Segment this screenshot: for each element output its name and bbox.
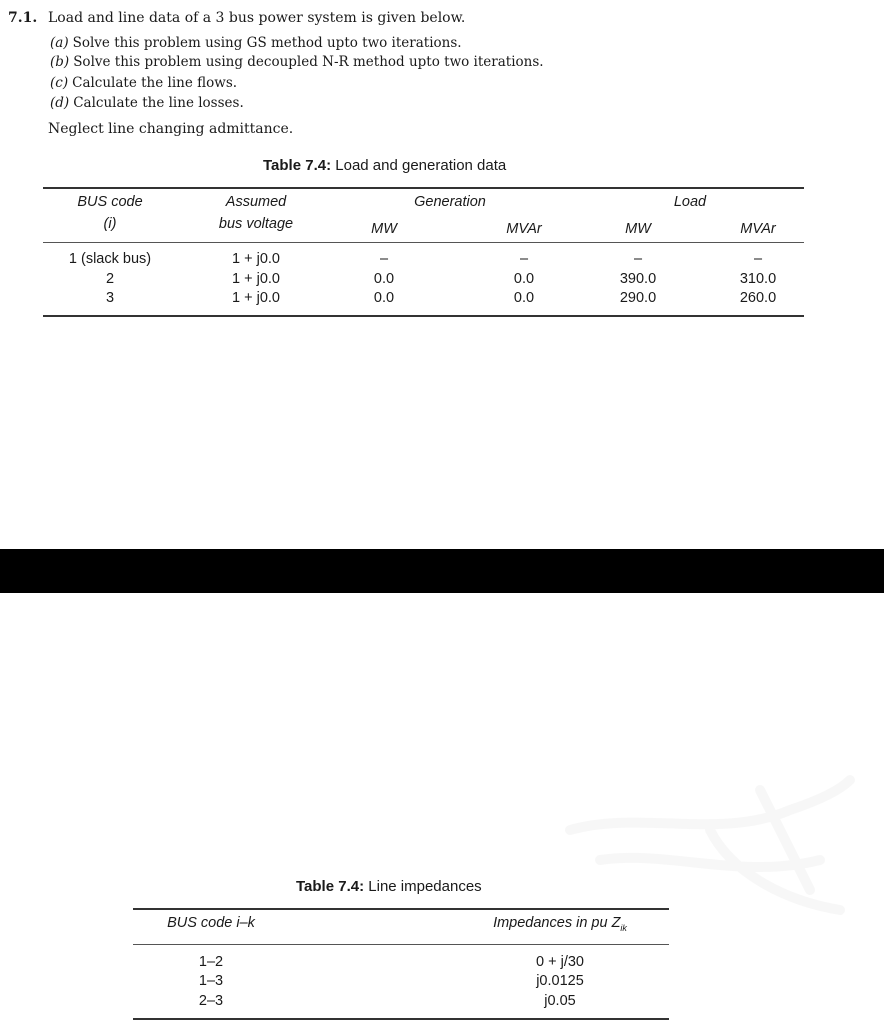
table2-bottom-rule [133, 1018, 669, 1020]
t2-row2-bus: 1–3 [198, 973, 224, 989]
t1-header-load-mw: MW [625, 221, 651, 237]
problem-note: Neglect line changing admittance. [48, 121, 294, 137]
t1-row3-bus: 3 [105, 290, 115, 306]
part-d [50, 95, 244, 111]
t1-header-assumed: Assumed [225, 194, 287, 210]
table2-caption-number: Table 7.4: [296, 878, 365, 895]
t1-row3-gen-mw: 0.0 [373, 290, 395, 306]
t1-row1-load-mw: – [633, 251, 643, 267]
t1-row2-voltage: 1 + j0.0 [232, 271, 280, 287]
t1-header-load: Load [673, 194, 707, 210]
part-a-label: (a) [50, 35, 69, 51]
part-a [50, 35, 462, 51]
t1-header-gen-mw: MW [371, 221, 397, 237]
table1-bottom-rule [43, 315, 804, 317]
table2-top-rule [133, 908, 669, 910]
t1-row1-bus: 1 (slack bus) [68, 251, 152, 267]
table1-header-rule [43, 242, 804, 243]
t1-header-generation: Generation [414, 194, 486, 210]
table2-header-rule [133, 944, 669, 945]
t1-row1-load-mvar: – [753, 251, 763, 267]
t1-row2-gen-mw: 0.0 [373, 271, 395, 287]
t2-header-bus-code: BUS code i–k [167, 915, 255, 931]
part-c [50, 75, 237, 91]
table1-top-rule [43, 187, 804, 189]
t2-header-impedance-text: Impedances in pu Z [493, 915, 621, 931]
t1-row2-load-mvar: 310.0 [739, 271, 777, 287]
table1-caption [263, 157, 506, 174]
part-b-label: (b) [50, 54, 70, 70]
t2-header-impedance [493, 915, 627, 933]
part-c-text: Calculate the line flows. [72, 75, 238, 91]
problem-number: 7.1. [8, 10, 38, 26]
problem-title: Load and line data of a 3 bus power system is given below. [48, 10, 466, 26]
t2-row3-impedance: j0.05 [544, 993, 576, 1009]
part-d-text: Calculate the line losses. [73, 95, 244, 111]
part-a-text: Solve this problem using GS method upto two iterations. [72, 35, 462, 51]
t1-row3-voltage: 1 + j0.0 [232, 290, 280, 306]
t1-header-gen-mvar: MVAr [506, 221, 542, 237]
part-b [50, 54, 544, 70]
part-d-label: (d) [50, 95, 70, 111]
t1-row3-load-mw: 290.0 [619, 290, 657, 306]
t1-row1-voltage: 1 + j0.0 [232, 251, 280, 267]
part-b-text: Solve this problem using decoupled N-R method upto two iterations. [73, 54, 544, 70]
t1-row2-bus: 2 [105, 271, 115, 287]
t1-header-bus-voltage: bus voltage [218, 216, 294, 232]
watermark-scribble [560, 770, 860, 920]
t1-row1-gen-mvar: – [519, 251, 529, 267]
table1-caption-text: Load and generation data [335, 157, 507, 174]
t2-header-impedance-sub: ik [620, 922, 627, 933]
table2-caption [296, 878, 482, 895]
table1-caption-number: Table 7.4: [263, 157, 332, 174]
black-band [0, 549, 884, 593]
t1-row3-gen-mvar: 0.0 [513, 290, 535, 306]
t2-row1-bus: 1–2 [198, 954, 224, 970]
part-c-label: (c) [50, 75, 69, 91]
t1-row1-gen-mw: – [379, 251, 389, 267]
t1-header-bus-code: BUS code [77, 194, 143, 210]
t1-row3-load-mvar: 260.0 [739, 290, 777, 306]
t2-row2-impedance: j0.0125 [536, 973, 584, 989]
table2-caption-text: Line impedances [368, 878, 482, 895]
t1-header-load-mvar: MVAr [740, 221, 776, 237]
t1-row2-gen-mvar: 0.0 [513, 271, 535, 287]
t2-row3-bus: 2–3 [198, 993, 224, 1009]
t1-header-bus-code-sub: (i) [103, 216, 117, 232]
t2-row1-impedance: 0 + j/30 [536, 954, 584, 970]
t1-row2-load-mw: 390.0 [619, 271, 657, 287]
